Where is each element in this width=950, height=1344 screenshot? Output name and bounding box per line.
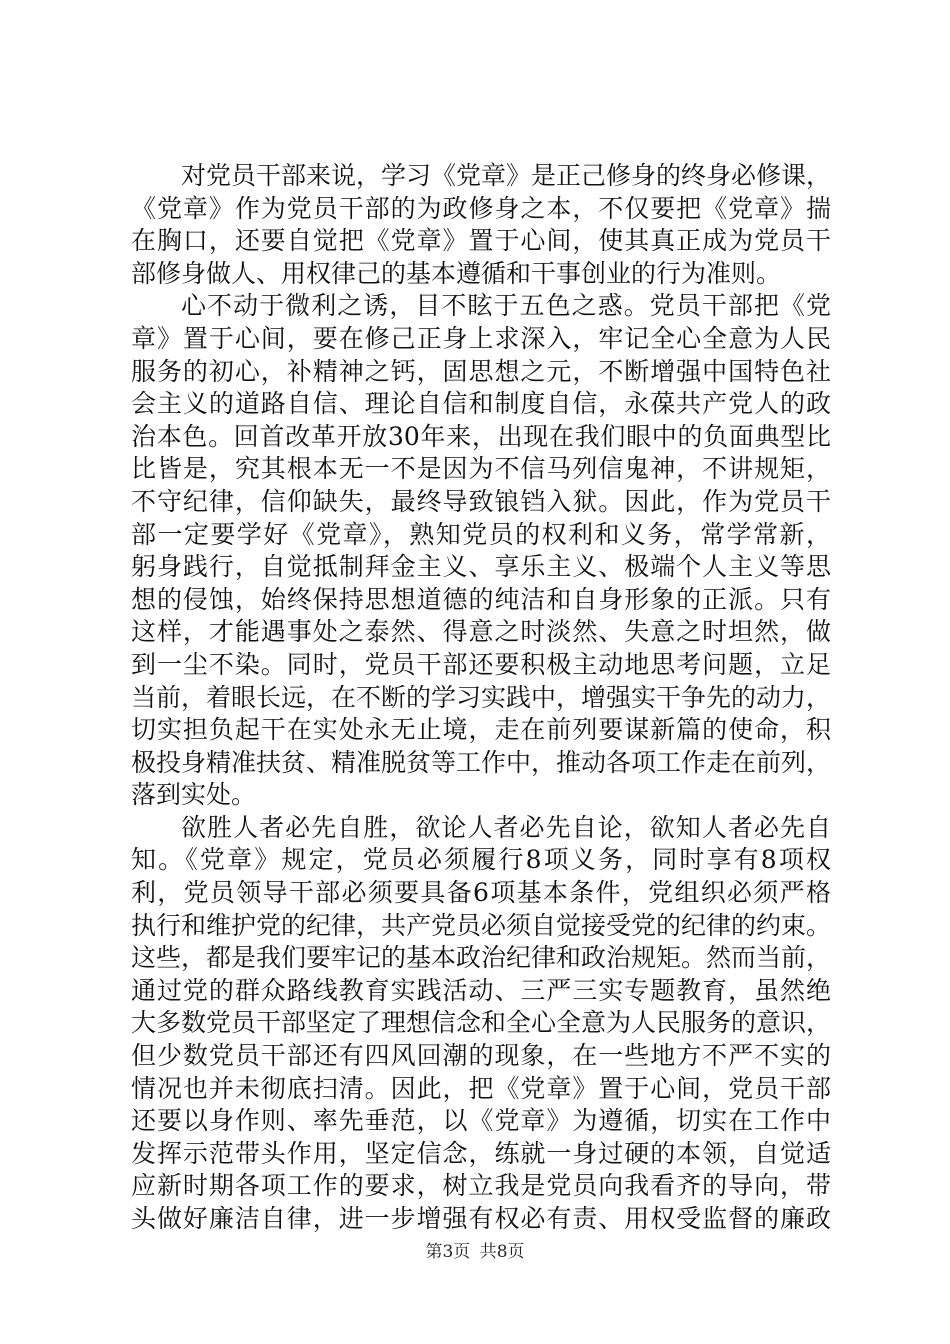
text-line: 躬身践行，自觉抵制拜金主义、享乐主义、极端个人主义等思 <box>131 552 831 582</box>
text-line: 治本色。回首改革开放30年来，出现在我们眼中的负面典型比 <box>131 421 831 451</box>
text-line: 但少数党员干部还有四风回潮的现象，在一些地方不严不实的 <box>131 1041 831 1071</box>
text-line: 发挥示范带头作用，坚定信念，练就一身过硬的本领，自觉适 <box>131 1138 831 1168</box>
text-line: 通过党的群众路线教育实践活动、三严三实专题教育，虽然绝 <box>131 975 831 1005</box>
page-footer <box>0 1240 950 1264</box>
text-line: 情况也并未彻底扫清。因此，把《党章》置于心间，党员干部 <box>131 1073 831 1103</box>
text-line: 知。《党章》规定，党员必须履行8项义务，同时享有8项权 <box>131 845 831 875</box>
text-line: 当前，着眼长远，在不断的学习实践中，增强实干争先的动力， <box>131 682 832 712</box>
page-number: 第3页 <box>425 1242 471 1262</box>
text-line: 这样，才能遇事处之泰然、得意之时淡然、失意之时坦然，做 <box>131 617 831 647</box>
paragraph <box>131 812 831 1236</box>
text-line: 在胸口，还要自觉把《党章》置于心间，使其真正成为党员干 <box>131 226 831 256</box>
text-line: 对党员干部来说，学习《党章》是正己修身的终身必修课， <box>181 161 832 190</box>
document-body <box>131 160 831 1236</box>
text-line: 章》置于心间，要在修己正身上求深入，牢记全心全意为人民 <box>131 323 831 353</box>
text-line: 应新时期各项工作的要求，树立我是党员向我看齐的导向，带 <box>131 1171 831 1201</box>
paragraph <box>131 160 831 290</box>
text-line: 不守纪律，信仰缺失，最终导致锒铛入狱。因此，作为党员干 <box>131 486 831 516</box>
text-line: 执行和维护党的纪律，共产党员必须自觉接受党的纪律的约束。 <box>131 910 832 940</box>
text-line: 欲胜人者必先自胜，欲论人者必先自论，欲知人者必先自 <box>181 812 831 842</box>
text-line: 大多数党员干部坚定了理想信念和全心全意为人民服务的意识， <box>131 1008 832 1038</box>
text-line: 还要以身作则、率先垂范，以《党章》为遵循，切实在工作中 <box>131 1106 831 1136</box>
text-line: 服务的初心，补精神之钙，固思想之元，不断增强中国特色社 <box>131 356 831 386</box>
text-line: 部一定要学好《党章》，熟知党员的权利和义务，常学常新， <box>131 519 831 549</box>
text-line: 心不动于微利之诱，目不眩于五色之惑。党员干部把《党 <box>181 291 831 321</box>
text-line: 切实担负起干在实处永无止境，走在前列要谋新篇的使命，积 <box>131 715 831 745</box>
text-line: 落到实处。 <box>131 780 257 810</box>
text-line: 这些，都是我们要牢记的基本政治纪律和政治规矩。然而当前， <box>131 943 832 973</box>
text-line: 会主义的道路自信、理论自信和制度自信，永葆共产党人的政 <box>131 389 831 419</box>
text-line: 部修身做人、用权律己的基本遵循和干事创业的行为准则。 <box>131 258 782 288</box>
text-line: 想的侵蚀，始终保持思想道德的纯洁和自身形象的正派。只有 <box>131 584 831 614</box>
text-line: 头做好廉洁自律，进一步增强有权必有责、用权受监督的廉政 <box>131 1204 831 1233</box>
text-line: 《党章》作为党员干部的为政修身之本，不仅要把《党章》揣 <box>131 193 831 223</box>
text-line: 极投身精准扶贫、精准脱贫等工作中，推动各项工作走在前列， <box>131 747 832 777</box>
text-line: 利，党员领导干部必须要具备6项基本条件，党组织必须严格 <box>131 878 831 908</box>
text-line: 比皆是，究其根本无一不是因为不信马列信鬼神，不讲规矩， <box>131 454 831 484</box>
page-total: 共8页 <box>479 1242 525 1262</box>
text-line: 到一尘不染。同时，党员干部还要积极主动地思考问题，立足 <box>131 649 831 679</box>
paragraph <box>131 290 831 812</box>
